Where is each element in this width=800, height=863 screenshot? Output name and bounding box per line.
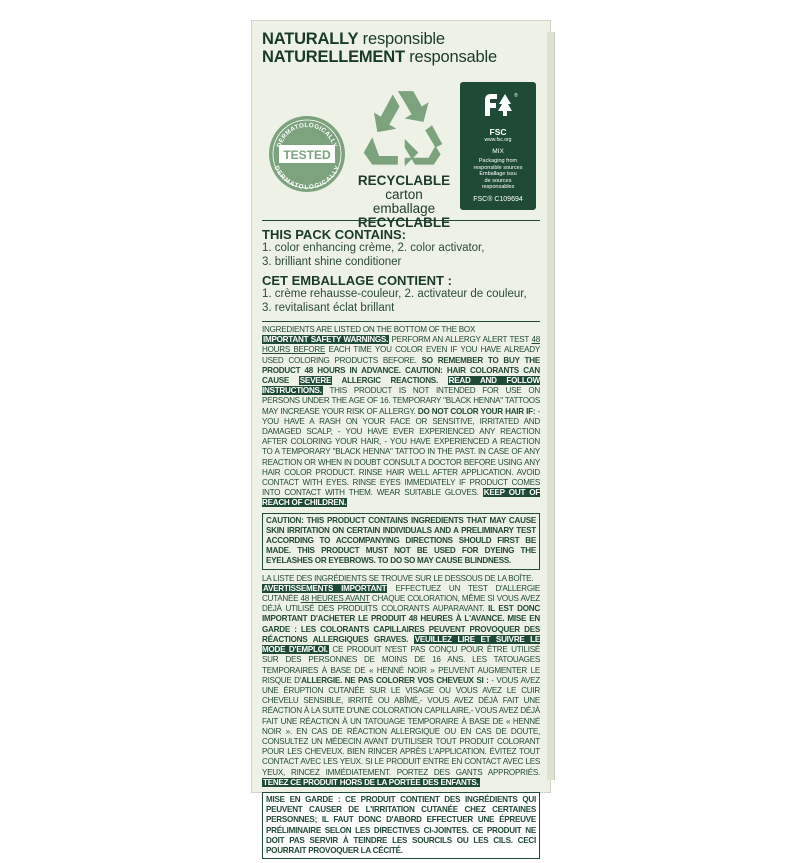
- fsc-packaging-en-1: Packaging from: [478, 158, 518, 164]
- keep-out-highlight-fr: TENEZ CE PRODUIT HORS DE LA PORTÉE DES ENFANTS.: [263, 777, 479, 787]
- fsc-packaging-text: [460, 158, 536, 191]
- warning-text: CHAQUE COLORATION, MÊME SI VOUS AVEZ DÉJÀ UTILISÉ DES PRODUITS COLORANTS AUPARAVANT.: [262, 594, 540, 614]
- headline-en: [262, 30, 540, 48]
- headline-en-bold: NATURALLY: [262, 30, 359, 48]
- emballage-label: emballage: [372, 201, 436, 216]
- fsc-tree-icon: [479, 90, 517, 124]
- warning-text: THIS PRODUCT IS NOT INTENDED FOR USE ON PERSONS UNDER THE AGE OF 16. TEMPORARY "BLACK HENNA" TATTOOS MAY INCREASE YOUR RISK OF ALLERGY.: [262, 386, 540, 416]
- contents-fr: [262, 273, 540, 315]
- fsc-mix: MIX: [492, 148, 504, 155]
- fsc-name: FSC: [489, 127, 507, 137]
- warning-text-bold: ALLERGIC REACTIONS.: [332, 376, 448, 386]
- fsc-packaging-fr-3: responsables: [481, 184, 515, 190]
- warning-text: PERFORM AN ALLERGY ALERT TEST: [389, 335, 532, 345]
- contents-fr-heading: CET EMBALLAGE CONTIENT :: [262, 273, 452, 288]
- headline-en-regular: responsible: [358, 30, 445, 48]
- ingredients-note-fr: LA LISTE DES INGRÉDIENTS SE TROUVE SUR LE DESSOUS DE LA BOÎTE.: [262, 573, 534, 583]
- headline-fr-regular: responsable: [404, 48, 497, 66]
- caution-box-en: CAUTION: THIS PRODUCT CONTAINS INGREDIENTS THAT MAY CAUSE SKIN IRRITATION ON CERTAIN INDIVIDUALS AND A PRELIMINARY TEST ACCORDING TO ACCOMPANYING DIRECTIONS SHOULD FIRST BE MADE. THIS PRODUCT MUST NOT BE USED FOR DYEING THE EYELASHES OR EYEBROWS. TO DO SO MAY CAUSE BLINDNESS.: [262, 513, 540, 570]
- keep-out-highlight: KEEP OUT OF REACH OF CHILDREN.: [262, 488, 541, 508]
- fsc-label: [460, 82, 536, 210]
- fsc-code: FSC® C109694: [473, 195, 523, 203]
- warning-text-bold: ALLERGIE. NE PAS COLORER VOS CHEVEUX SI :: [301, 675, 489, 685]
- headline-fr-bold: NATURELLEMENT: [262, 48, 405, 66]
- svg-text:®: ®: [514, 93, 518, 99]
- warning-text: EACH TIME YOU COLOR EVEN IF YOU HAVE ALREADY USED COLORING PRODUCTS BEFORE.: [262, 345, 540, 365]
- contents-en: [262, 227, 540, 269]
- warning-label-en: IMPORTANT SAFETY WARNINGS.: [263, 335, 389, 345]
- recyclable-label-en: RECYCLABLE: [357, 173, 451, 188]
- severe-highlight: SEVERE: [299, 376, 332, 386]
- contents-en-heading: THIS PACK CONTAINS:: [262, 227, 406, 242]
- divider: [262, 321, 540, 322]
- warning-text-bold: IL EST DONC IMPORTANT D'ACHETER LE PRODUIT 48 HEURES À L'AVANCE. MISE EN GARDE : LES COLORANTS CAPILLAIRES PEUVENT PROVOQUER DES RÉACTIONS ALLERGIQUES GRAVES.: [262, 604, 540, 644]
- headline-fr: [262, 48, 540, 66]
- contents-en-line1: 1. color enhancing crème, 2. color activator,: [262, 242, 485, 254]
- warning-text-bold: SO REMEMBER TO BUY THE PRODUCT 48 HOURS IN ADVANCE. CAUTION: HAIR COLORANTS CAN CAUSE: [262, 355, 540, 386]
- warning-text: EFFECTUEZ UN TEST D'ALLERGIE CUTANÉE: [262, 583, 541, 604]
- contents-fr-line1: 1. crème rehausse-couleur, 2. activateur de couleur,: [262, 288, 527, 300]
- safety-warnings-en: [262, 325, 540, 570]
- read-follow-highlight: READ AND FOLLOW INSTRUCTIONS.: [262, 376, 540, 396]
- fsc-packaging-fr-1: Emballage issu: [479, 171, 517, 177]
- warning-text: - YOU HAVE A RASH ON YOUR FACE OR SENSITIVE, IRRITATED AND DAMAGED SCALP, - YOU HAVE EVER EXPERIENCED ANY REACTION AFTER COLORING YOUR HAIR, - YOU HAVE EXPERIENCED A REACTION TO A TEMPORARY "BLACK HENNA" TATTOO IN THE PAST. IN CASE OF ANY REACTION OR WHEN IN DOUBT CONSULT A DOCTOR BEFORE USING ANY HAIR COLOR PRODUCT. RINSE HAIR WELL AFTER APPLICATION. AVOID CONTACT WITH EYES. RINSE EYES IMMEDIATELY IF PRODUCT COMES INTO CONTACT WITH THEM. WEAR SUITABLE GLOVES.: [262, 406, 540, 498]
- warning-text: CE PRODUIT N'EST PAS CONÇU POUR ÊTRE UTILISÉ SUR DES PERSONNES DE MOINS DE 16 ANS. LES TATOUAGES TEMPORAIRES À BASE DE « HENNÉ NOIR » PEUVENT AUGMENTER LE RISQUE D': [262, 645, 540, 685]
- caution-box-fr: MISE EN GARDE : CE PRODUIT CONTIENT DES INGRÉDIENTS QUI PEUVENT CAUSER DE L'IRRITATION CUTANÉE CHEZ CERTAINES PERSONNES; IL FAUT DONC D'ABORD EFFECTUER UNE ÉPREUVE PRÉLIMINAIRE SELON LES DIRECTIVES CI-JOINTES. CE PRODUIT NE DOIT PAS SERVIR À TEINDRE LES SOURCILS OU LES CILS. CECI POURRAIT PROVOQUER LA CÉCITÉ.: [262, 792, 540, 859]
- fsc-packaging-fr-2: de sources: [484, 177, 512, 184]
- warning-paragraph-fr: [262, 584, 540, 788]
- ingredients-note-en: INGREDIENTS ARE LISTED ON THE BOTTOM OF THE BOX: [262, 325, 476, 334]
- warning-label-fr: AVERTISSEMENTS IMPORTANT: [263, 583, 387, 593]
- contents-en-line2: 3. brilliant shine conditioner: [262, 255, 402, 268]
- badge-top-text: DERMATOLOGICALLY: [275, 121, 339, 149]
- dermatologically-tested-badge-icon: [267, 114, 347, 194]
- fsc-site: www.fsc.org: [484, 137, 512, 143]
- contents-fr-line2: 3. revitalisant éclat brillant: [262, 301, 395, 314]
- recyclable-label-fr: RECYCLABLE: [357, 215, 451, 230]
- safety-warnings-fr: [262, 574, 540, 859]
- warning-text-underlined: 48 HEURES AVANT: [300, 594, 370, 604]
- carton-label: carton: [385, 187, 423, 202]
- badge-center-text: TESTED: [283, 148, 331, 162]
- recyclable-text: [352, 174, 456, 230]
- read-follow-highlight-fr: VEUILLEZ LIRE ET SUIVRE LE MODE D'EMPLOI.: [262, 634, 541, 655]
- badge-bottom-text: DERMATOLOGICALLY: [272, 164, 342, 192]
- recycle-icon: [360, 86, 446, 168]
- fsc-packaging-en-2: responsible sources: [473, 164, 523, 171]
- warning-text-bold: DO NOT COLOR YOUR HAIR IF:: [417, 406, 536, 416]
- warning-text: - VOUS AVEZ UNE ÉRUPTION CUTANÉE SUR LE VISAGE OU VOUS AVEZ LE CUIR CHEVELU SENSIBLE, IRRITÉ OU ABÎMÉ,- VOUS AVEZ DÉJÀ FAIT UNE RÉACTION À LA SUITE D'UNE COLORATION CAPILLAIRE,- VOUS AVEZ DÉJÀ FAIT UNE RÉACTION À UN TATOUAGE TEMPORAIRE À BASE DE « HENNÉ NOIR ». EN CAS DE RÉACTION ALLERGIQUE OU EN CAS DE DOUTE, CONSULTEZ UN MÉDECIN AVANT D'UTILISER TOUT PRODUIT COLORANT POUR LES CHEVEUX. BIEN RINCER APRÈS L'APPLICATION. ÉVITEZ TOUT CONTACT AVEC LES YEUX. SI LE PRODUIT ENTRE EN CONTACT AVEC LES YEUX, RINCEZ IMMÉDIATEMENT. PORTEZ DES GANTS APPROPRIÉS.: [262, 675, 541, 777]
- package-content: [262, 30, 540, 863]
- warning-text-underlined: 48 HOURS BEFORE: [262, 335, 540, 355]
- warning-paragraph-en: [262, 335, 540, 508]
- logos-row: [262, 74, 540, 230]
- package-side-flap: [547, 32, 555, 780]
